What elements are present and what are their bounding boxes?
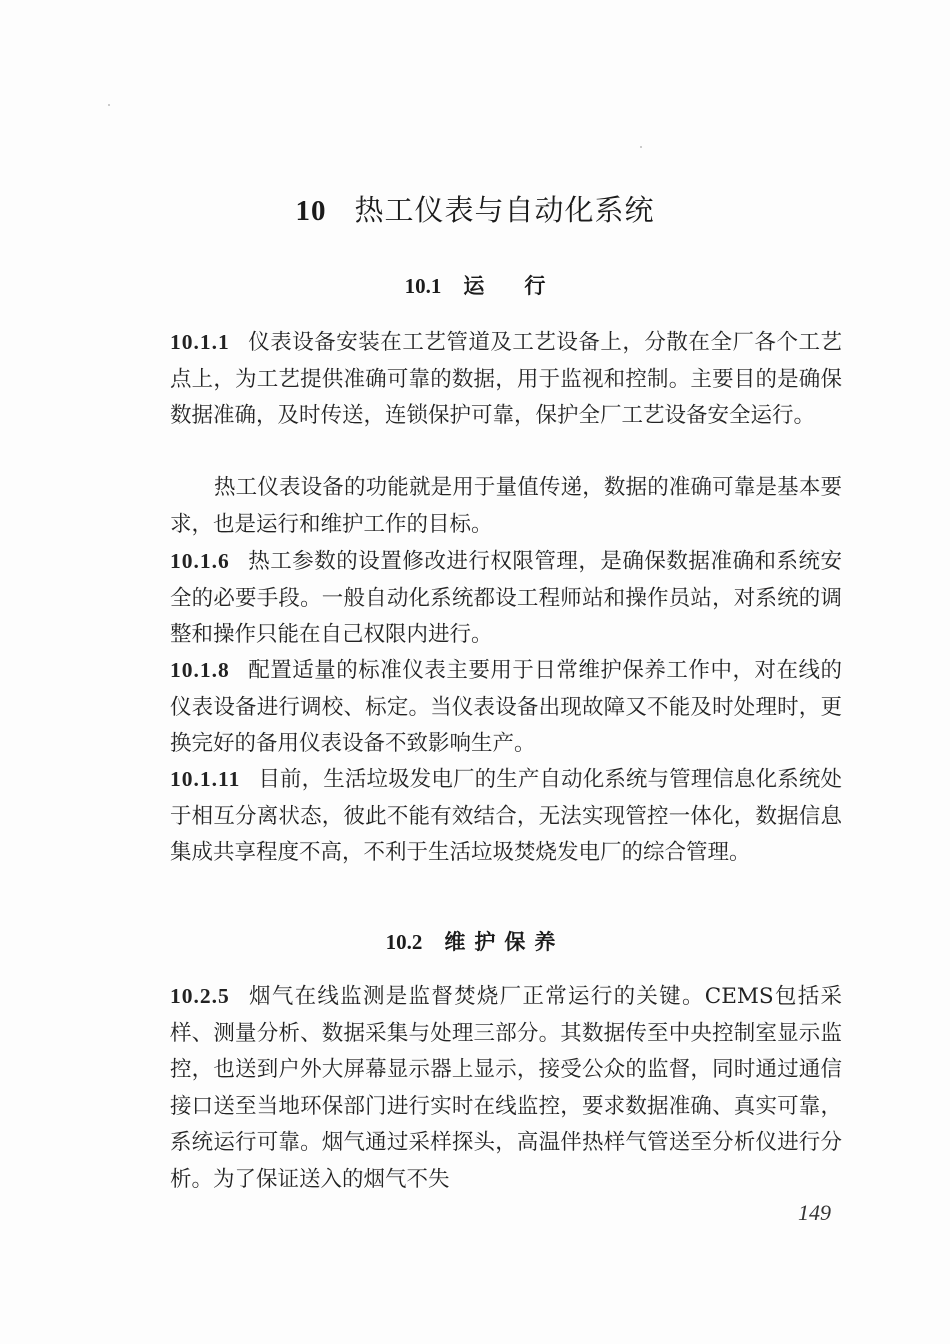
section-title: 维护保养 [444,929,565,954]
clause-number: 10.2.5 [170,984,230,1008]
section-heading-10-1 [0,270,950,300]
section-heading-10-2 [0,926,950,956]
clause-number: 10.1.1 [170,330,230,354]
chapter-title: 热工仪表与自动化系统 [354,193,655,227]
scan-speck [108,104,110,106]
chapter-number: 10 [295,195,327,227]
page-number: 149 [798,1200,831,1225]
clause-paragraph [170,978,842,1198]
clause-text: 目前，生活垃圾发电厂的生产自动化系统与管理信息化系统处于相互分离状态，彼此不能有效结合，无法实现管控一体化，数据信息集成共享程度不高，不利于生活垃圾焚烧发电厂的综合管理。 [170,767,842,865]
clause-text: 配置适量的标准仪表主要用于日常维护保养工作中，对在线的仪表设备进行调校、标定。当仪表设备出现故障又不能及时处理时，更换完好的备用仪表设备不致影响生产。 [170,658,842,756]
section-number: 10.2 [385,930,423,954]
clause-text: 烟气在线监测是监督焚烧厂正常运行的关键。CEMS包括采样、测量分析、数据采集与处理三部分。其数据传至中央控制室显示监控，也送到户外大屏幕显示器上显示，接受公众的监督，同时通过通信接口送至当地环保部门进行实时在线监控，要求数据准确、真实可靠，系统运行可靠。烟气通过采样探头，高温伴热样气管送至分析仪进行分析。为了保证送入的烟气不失 [170,984,843,1192]
scan-speck [640,146,642,148]
clause-paragraph [170,324,842,435]
body-paragraph [170,470,842,543]
section-number: 10.1 [404,274,442,298]
section-title: 运行 [463,273,586,298]
chapter-heading [0,188,950,229]
clause-paragraph [170,761,842,872]
clause-number: 10.1.8 [170,658,230,682]
clause-number: 10.1.6 [170,549,230,573]
paragraph-text: 热工仪表设备的功能就是用于量值传递，数据的准确可靠是基本要求，也是运行和维护工作的目标。 [170,475,842,537]
clause-number: 10.1.11 [170,767,241,791]
clause-paragraph [170,543,842,654]
clause-text: 仪表设备安装在工艺管道及工艺设备上，分散在全厂各个工艺点上，为工艺提供准确可靠的数据，用于监视和控制。主要目的是确保数据准确，及时传送，连锁保护可靠，保护全厂工艺设备安全运行。 [170,330,842,428]
clause-text: 热工参数的设置修改进行权限管理，是确保数据准确和系统安全的必要手段。一般自动化系统都设工程师站和操作员站，对系统的调整和操作只能在自己权限内进行。 [170,549,842,647]
clause-paragraph [170,652,842,763]
